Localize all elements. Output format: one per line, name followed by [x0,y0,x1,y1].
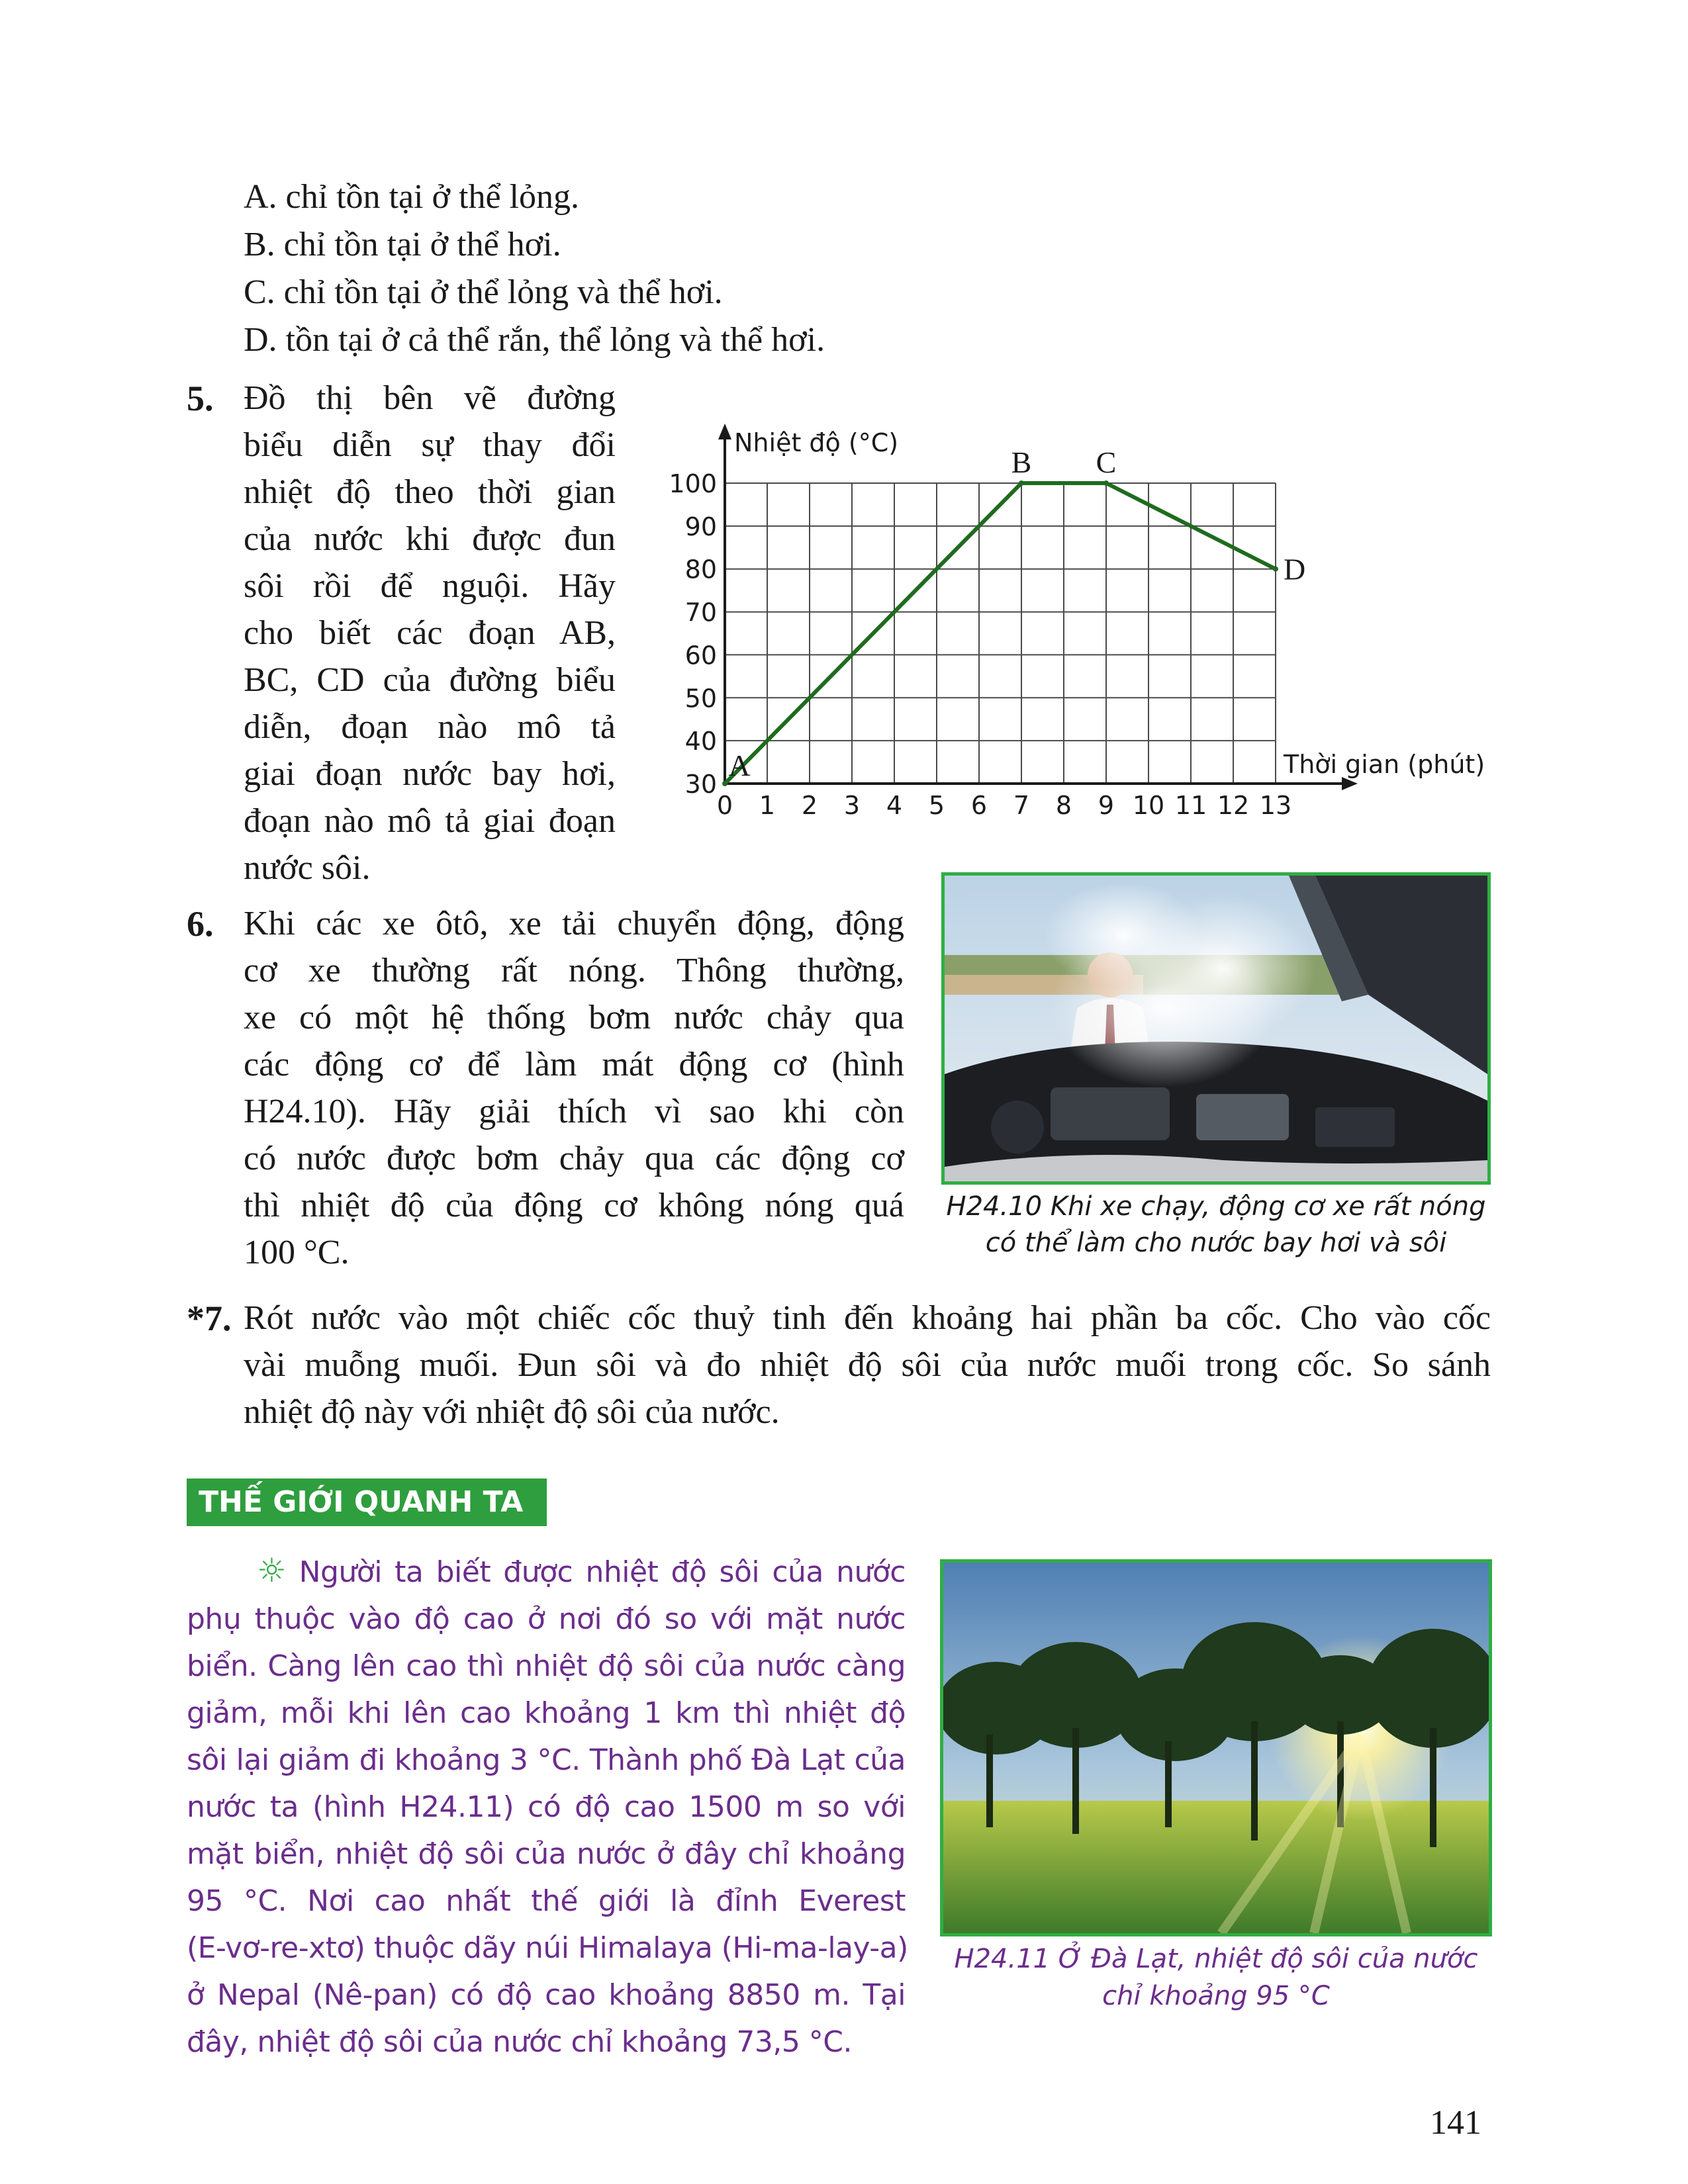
world-text [187,1547,906,2066]
data-point [1103,480,1109,486]
sun-icon: ☼ [257,1551,287,1590]
q5-line: diễn, đoạn nào mô tả [244,708,616,746]
x-axis-arrow-icon [1342,777,1358,790]
q5-line: BC, CD của đường biểu [244,661,616,699]
q6-line: H24.10). Hãy giải thích vì sao khi còn [244,1093,904,1130]
q6-line: Khi các xe ôtô, xe tải chuyển động, động [244,905,904,942]
q5-line: Đồ thị bên vẽ đường [244,379,616,417]
chart-ticks [669,469,1291,820]
world-line: 95 °C. Nơi cao nhất thế giới là đỉnh Everest [187,1884,906,1918]
q7-line: vài muỗng muối. Đun sôi và đo nhiệt độ sôi của nước muối trong cốc. So sánh [244,1346,1491,1384]
q7-line: nhiệt độ này với nhiệt độ sôi của nước. [244,1393,780,1431]
x-tick-label: 12 [1217,791,1250,820]
data-point [1273,567,1278,572]
question-5-text [244,375,616,891]
x-tick-label: 0 [716,791,733,820]
x-tick-label: 4 [886,791,903,820]
x-tick-label: 6 [970,791,988,820]
x-tick-label: 9 [1098,791,1115,820]
point-label: D [1284,552,1306,586]
x-tick-label: 10 [1132,791,1165,820]
q5-line: nước sôi. [244,849,371,887]
q6-line: thì nhiệt độ của động cơ không nóng quá [244,1187,904,1224]
point-label: C [1096,445,1117,479]
world-line: sôi lại giảm đi khoảng 3 °C. Thành phố Đà Lạt của [187,1743,906,1777]
world-line: giảm, mỗi khi lên cao khoảng 1 km thì nhiệt độ [187,1696,906,1730]
q6-line: xe có một hệ thống bơm nước chảy qua [244,999,904,1036]
temperature-chart [649,417,1509,827]
q6-line: có nước được bơm chảy qua các động cơ [244,1140,904,1177]
q7-line: Rót nước vào một chiếc cốc thuỷ tinh đến khoảng hai phần ba cốc. Cho vào cốc [244,1299,1491,1337]
q5-line: đoạn nào mô tả giai đoạn [244,802,616,840]
world-line: nước ta (hình H24.11) có độ cao 1500 m so với [187,1790,906,1824]
y-axis-label: Nhiệt độ (°C) [734,428,899,457]
q5-line: cho biết các đoạn AB, [244,614,616,652]
x-tick-label: 5 [928,791,945,820]
y-tick-label: 100 [669,469,717,498]
y-tick-label: 60 [684,641,717,670]
option-b: B. chỉ tồn tại ở thể hơi. [244,226,561,263]
world-line: mặt biển, nhiệt độ sôi của nước ở đây chỉ khoảng [187,1837,906,1871]
question-6-text [244,900,904,1276]
series-line [725,483,1276,784]
y-tick-label: 40 [684,727,717,756]
engine-photo [941,872,1491,1185]
x-tick-label: 2 [801,791,818,820]
point-label: A [728,749,751,782]
q5-line: biểu diễn sự thay đổi [244,426,616,464]
engine-steam-illustration [945,876,1487,1181]
question-4-options [244,173,825,364]
caption-line: H24.11 Ở Đà Lạt, nhiệt độ sôi của nước [954,1944,1478,1974]
q5-line: sôi rồi để nguội. Hãy [244,567,616,605]
x-tick-label: 1 [759,791,776,820]
x-tick-label: 11 [1174,791,1207,820]
chart-axes [718,424,1358,790]
caption-line: H24.10 Khi xe chạy, động cơ xe rất nóng [946,1191,1486,1222]
data-point [1019,480,1024,486]
option-a: A. chỉ tồn tại ở thể lỏng. [244,178,579,216]
y-tick-label: 70 [684,598,717,627]
question-7-number: *7. [187,1298,232,1338]
x-tick-label: 13 [1259,791,1292,820]
question-7-text [244,1295,1491,1435]
x-tick-label: 3 [843,791,861,820]
world-line: (E-vơ-re-xtơ) thuộc dãy núi Himalaya (Hi-ma-lay-a) [187,1931,908,1965]
x-tick-label: 8 [1055,791,1072,820]
dalat-photo-caption [940,1940,1492,2015]
question-5-number: 5. [187,379,214,418]
world-line [187,1547,906,1596]
data-point [722,781,727,786]
x-axis-label: Thời gian (phút) [1284,750,1485,779]
world-line: đây, nhiệt độ sôi của nước chỉ khoảng 73,5 °C. [187,2025,853,2059]
world-line: ở Nepal (Nê-pan) có độ cao khoảng 8850 m. Tại [187,1978,906,2012]
y-tick-label: 50 [684,684,717,713]
y-tick-label: 80 [684,555,717,584]
caption-line: có thể làm cho nước bay hơi và sôi [985,1228,1447,1258]
option-c: C. chỉ tồn tại ở thể lỏng và thể hơi. [244,273,723,311]
q6-line: các động cơ để làm mát động cơ (hình [244,1046,904,1083]
dalat-forest-illustration [943,1563,1489,1933]
dalat-photo [940,1559,1492,1936]
q6-line: cơ xe thường rất nóng. Thông thường, [244,952,904,989]
caption-line: chỉ khoảng 95 °C [1102,1981,1330,2011]
option-d: D. tồn tại ở cả thể rắn, thể lỏng và thể hơi. [244,321,825,359]
q6-line: 100 °C. [244,1234,350,1271]
y-tick-label: 90 [684,512,717,541]
q5-line: nhiệt độ theo thời gian [244,473,616,511]
world-line: biển. Càng lên cao thì nhiệt độ sôi của nước càng [187,1649,906,1683]
y-axis-arrow-icon [718,424,731,439]
q5-line: giai đoạn nước bay hơi, [244,755,616,793]
question-6-number: 6. [187,904,214,944]
section-heading: THẾ GIỚI QUANH TA [187,1479,547,1526]
world-line: phụ thuộc vào độ cao ở nơi đó so với mặt nước [187,1602,906,1636]
page-number: 141 [1430,2104,1481,2142]
x-tick-label: 7 [1013,791,1030,820]
world-first-line: Người ta biết được nhiệt độ sôi của nước [299,1555,906,1589]
engine-photo-caption [941,1189,1491,1261]
q5-line: của nước khi được đun [244,520,616,558]
y-tick-label: 30 [684,770,717,799]
point-label: B [1011,445,1032,479]
